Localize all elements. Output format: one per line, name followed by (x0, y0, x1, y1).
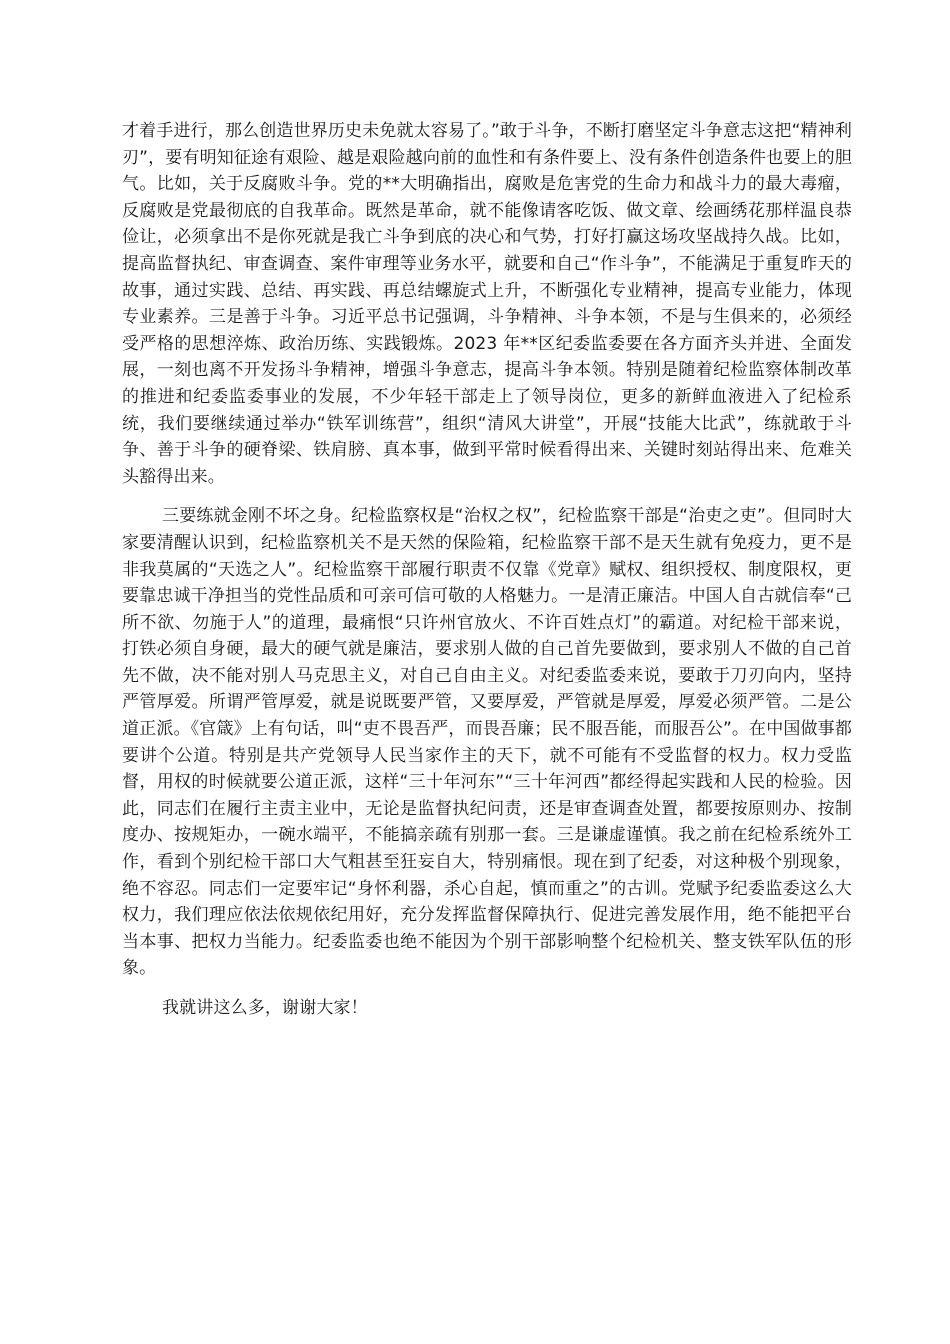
paragraph-closing: 我就讲这么多，谢谢大家！ (162, 998, 368, 1018)
paragraph-2: 三要练就金刚不坏之身。纪检监察权是“治权之权”，纪检监察干部是“治吏之吏”。但同时大家要清醒认识到，纪检监察机关不是天然的保险箱，纪检监察干部不是天生就有免疫力，更不是非我莫属的“天选之人”。纪检监察干部履行职责不仅靠《党章》赋权、组织授权、制度限权，更要靠忠诚干净担当的党性品质和可亲可信可敬的人格魅力。一是清正廉洁。中国人自古就信奉“己所不欲、勿施于人”的道理，最痛恨“只许州官放火、不许百姓点灯”的霸道。对纪检干部来说，打铁必须自身硬，最大的硬气就是廉洁，要求别人做的自己首先要做到，要求别人不做的自己首先不做，决不能对别人马克思主义，对自己自由主义。对纪委监委来说，要敢于刀刃向内，坚持严管厚爱。所谓严管厚爱，就是说既要严管，又要厚爱，严管就是厚爱，厚爱必须严管。二是公道正派。《官箴》上有句话，叫“吏不畏吾严，而畏吾廉；民不服吾能，而服吾公”。在中国做事都要讲个公道。特别是共产党领导人民当家作主的天下，就不可能有不受监督的权力。权力受监督，用权的时候就要公道正派，这样“三十年河东”“三十年河西”都经得起实践和人民的检验。因此，同志们在履行主责主业中，无论是监督执纪问责，还是审查调查处置，都要按原则办、按制度办、按规矩办，一碗水端平，不能搞亲疏有别那一套。三是谦虚谨慎。我之前在纪检系统外工作，看到个别纪检干部口大气粗甚至狂妄自大，特别痛恨。现在到了纪委，对这种极个别现象，绝不容忍。同志们一定要牢记“身怀利器，杀心自起，慎而重之”的古训。党赋予纪委监委这么大权力，我们理应依法依规依纪用好，充分发挥监督保障执行、促进完善发展作用，绝不能把平台当本事、把权力当能力。纪委监委也绝不能因为个别干部影响整个纪检机关、整支铁军队伍的形象。 (122, 506, 852, 979)
paragraph-1: 才着手进行，那么创造世界历史未免就太容易了。”敢于斗争，不断打磨坚定斗争意志这把“精神利刃”，要有明知征途有艰险、越是艰险越向前的血性和有条件要上、没有条件创造条件也要上的胆气。比如，关于反腐败斗争。党的**大明确指出，腐败是危害党的生命力和战斗力的最大毒瘤，反腐败是党最彻底的自我革命。既然是革命，就不能像请客吃饭、做文章、绘画绣花那样温良恭俭让，必须拿出不是你死就是我亡斗争到底的决心和气势，打好打赢这场攻坚战持久战。比如，提高监督执纪、审查调查、案件审理等业务水平，就要和自己“作斗争”，不能满足于重复昨天的故事，通过实践、总结、再实践、再总结螺旋式上升，不断强化专业精神，提高专业能力，体现专业素养。三是善于斗争。习近平总书记强调，斗争精神、斗争本领，不是与生俱来的，必须经受严格的思想淬炼、政治历练、实践锻炼。2023 年**区纪委监委要在各方面齐头并进、全面发展，一刻也离不开发扬斗争精神，增强斗争意志，提高斗争本领。特别是随着纪检监察体制改革的推进和纪委监委事业的发展，不少年轻干部走上了领导岗位，更多的新鲜血液进入了纪检系统，我们要继续通过举办“铁军训练营”，组织“清风大讲堂”，开展“技能大比武”，练就敢于斗争、善于斗争的硬脊梁、铁肩膀、真本事，做到平常时候看得出来、关键时刻站得出来、危难关头豁得出来。 (122, 121, 852, 487)
document-page (122, 118, 852, 1035)
